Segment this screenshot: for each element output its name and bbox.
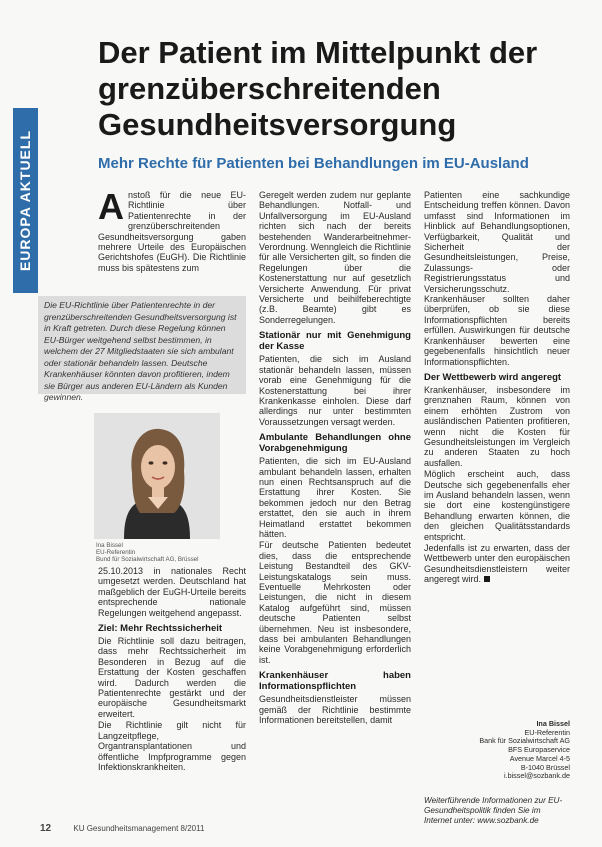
author-photo	[94, 413, 220, 539]
column-1-top	[98, 186, 246, 292]
drop-cap: A	[98, 186, 124, 227]
portrait-image	[94, 413, 220, 539]
paragraph: 25.10.2013 in nationales Recht umgesetzt werden. Deutschland hat maßgeblich der EuGH-Urteile bereits entsprechende nationale Regelungen weitgehend angepasst.	[98, 566, 246, 618]
column-1-bottom	[98, 566, 246, 812]
caption-line: EU-Referentin	[96, 549, 136, 557]
more-info-note: Weiterführende Informationen zur EU-Gesundheitspolitik finden Sie im Internet unter: www.sozbank.de	[424, 796, 563, 825]
article-subtitle: Mehr Rechte für Patienten bei Behandlungen im EU-Ausland	[98, 155, 529, 172]
paragraph: Möglich erscheint auch, dass Deutsche sich gegebenenfalls eher im Ausland behandeln lassen, wenn sie dort eine kostengünstigere Behandlung erwarten können, die den gleichen Qualitätsstandards entspricht.	[424, 469, 570, 542]
paragraph: Patienten, die sich im EU-Ausland ambulant behandeln lassen, erhalten nun einen Rechtsanspruch auf die Erstattung ihrer Kosten. Sie bekommen jedoch nur den Betrag erstattet, den sie auch in ihrem Heimatland erstattet bekommen hätten.	[259, 456, 411, 539]
closing-sentence: Jedenfalls ist zu erwarten, dass der Wettbewerb unter den europäischen Gesundheitsdienstleistern weiter angeregt wird.	[424, 543, 570, 585]
paragraph: Krankenhäuser, insbesondere im grenznahen Raum, können von einem erhöhten Zustrom von ausländischen Patienten profitieren, wenn nicht die Kosten für Gesundheitsleistungen im Vergleich zu anderen Staaten zu hoch ausfallen.	[424, 384, 570, 468]
paragraph: Geregelt werden zudem nur geplante Behandlungen. Notfall- und Unfallversorgung im EU-Ausland richten sich nach der bereits bestehenden Wanderarbeitnehmer-Verordnung. Wenngleich die Richtlinie für alle Versicherten gilt, so finden die Regelungen über die Kostenerstattung nur auf gesetzlich Versicherte Anwendung. Für privat Versicherte und beihilfeberechtigte (z.B. Beamte) gibt es Sonderregelungen.	[259, 190, 411, 325]
column-3	[424, 190, 570, 716]
paragraph: Die Richtlinie gilt nicht für Langzeitpflege, Organtransplantationen und öffentliche Impfprogramme gegen Infektionskrankheiten.	[98, 720, 246, 772]
paragraph: Die Richtlinie soll dazu beitragen, dass mehr Rechtssicherheit im Besonderen in Bezug auf die Erstattung der Kosten geschaffen wird. Dadurch werden die Patientenrechte gestärkt und der europäische Gesundheitsmarkt erweitert.	[98, 636, 246, 719]
paragraph	[424, 543, 570, 585]
column-2	[259, 190, 411, 814]
subheading: Der Wettbewerb wird angeregt	[424, 371, 562, 383]
caption-line: Bund für Sozialwirtschaft AG, Brüssel	[96, 556, 199, 564]
signature-line: BFS Europaservice	[508, 745, 570, 755]
subheading: Ziel: Mehr Rechtssicherheit	[98, 623, 223, 635]
caption-line: Ina Bissel	[96, 542, 123, 549]
signature-line: i.bissel@sozbank.de	[503, 771, 570, 781]
signature-line: Avenue Marcel 4-5	[509, 753, 570, 763]
author-signature	[424, 720, 570, 781]
subheading: Krankenhäuser haben Informationspflichten	[259, 670, 411, 693]
section-bar	[13, 108, 38, 293]
signature-line: EU-Referentin	[524, 727, 570, 737]
pull-quote: Die EU-Richtlinie über Patientenrechte in der grenzüberschreitenden Gesundheitsversorgung ist in Kraft getreten. Durch diese Regelung können EU-Bürger weitgehend selbst bestimmen, in welchem der 27 Mitgliedstaaten sie sich ambulant oder stationär behandeln lassen. Deutsche Krankenhäuser könnten davon profitieren, indem sie Bürger aus anderen EU-Ländern als Kunden gewinnen.	[38, 296, 246, 394]
paragraph: Patienten, die sich im Ausland stationär behandeln lassen, müssen vorab eine Genehmigung für die Kostenerstattung bei ihrer Krankenkasse einholen. Diese darf allerdings nur unter bestimmten Voraussetzungen versagt werden.	[259, 354, 411, 427]
publication-name: KU Gesundheitsmanagement 8/2011	[73, 824, 205, 833]
end-mark-icon	[484, 576, 490, 582]
signature-line: B-1040 Brüssel	[520, 762, 570, 772]
article-title: Der Patient im Mittelpunkt der grenzüberschreitenden Gesundheitsversorgung	[98, 35, 538, 142]
page-number: 12	[40, 823, 52, 834]
paragraph: Für deutsche Patienten bedeutet dies, dass die entsprechende Leistung Bestandteil des GKV-Leistungskatalogs sein muss. Eventuelle Mehrkosten oder Leistungen, die nicht in diesem Katalog aufgeführt sind, müssen deutsche Patienten selbst übernehmen. Neu ist insbesondere, dass bei ambulanten Behandlungen keine Vorabgenehmigung erforderlich ist.	[259, 540, 411, 665]
signature-line: Ina Bissel	[536, 719, 570, 728]
paragraph: Patienten eine sachkundige Entscheidung treffen können. Davon umfasst sind Informationen im Hinblick auf Behandlungsoptionen, Verfügbarkeit, Qualität und Sicherheit der Gesundheitsleistungen, Preise, Zulassungs- oder Registrierungsstatus und Versicherungsschutz. Krankenhäuser sollten daher überprüfen, ob sie diese Informationspflichten bereits erfüllen. Auswirkungen für deutsche Krankenhäuser bewerten eine gegebenenfalls hinsichtlich neuer Informationspflichten.	[424, 190, 570, 367]
signature-line: Bank für Sozialwirtschaft AG	[479, 736, 570, 746]
subheading: Ambulante Behandlungen ohne Vorabgenehmigung	[259, 432, 411, 455]
section-label: EUROPA AKTUELL	[17, 129, 33, 272]
subheading: Stationär nur mit Genehmigung der Kasse	[259, 330, 411, 353]
intro-paragraph: nstoß für die neue EU-Richtlinie über Patientenrechte in der grenzüberschreitenden Gesundheitsversorgung gaben mehrere Urteile des Europäischen Gerichtshofes (EuGH). Die Richtlinie muss bis spätestens zum	[98, 190, 246, 273]
page-footer	[40, 823, 560, 834]
photo-caption	[96, 542, 256, 564]
paragraph: Gesundheitsdienstleister müssen gemäß der Richtlinie bestimmte Informationen bereitstellen, damit	[259, 694, 411, 726]
